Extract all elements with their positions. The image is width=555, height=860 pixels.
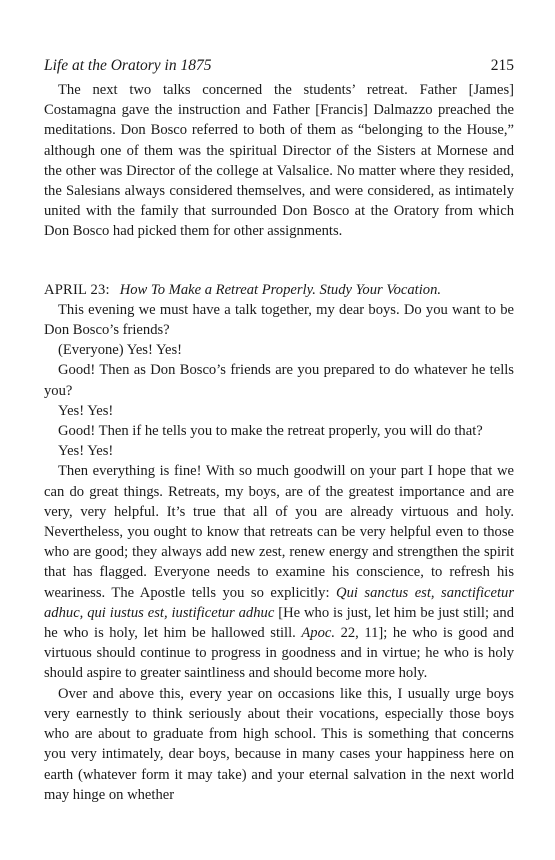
section-heading <box>44 280 514 300</box>
section-title: How To Make a Retreat Properly. Study Your Vocation. <box>119 281 442 298</box>
paragraph-7-text-b: [He who is just, let him be just still; and he who is holy, let him be hallowed still. <box>44 604 514 642</box>
paragraph-5: Good! Then if he tells you to make the retreat properly, you will do that? <box>58 423 483 440</box>
paragraph-1: This evening we must have a talk together, my dear boys. Do you want to be Don Bosco’s friends? <box>44 301 514 339</box>
paragraph-7-text-a: Then everything is fine! With so much goodwill on your part I hope that we can do great things. Retreats, my boys, are of the greatest importance and are very, very helpful. It’s true that all of you are already virtuous and holy. Nevertheless, you ought to know that retreats can be very helpful even to those who are good; they always add new zest, renew energy and strengthen the spirit that has flagged. Everyone needs to examine his conscience, to refresh his weariness. The Apostle tells you so explicitly: <box>44 463 514 601</box>
paragraph-3: Good! Then as Don Bosco’s friends are you prepared to do whatever he tells you? <box>44 362 514 399</box>
paragraph-6: Yes! Yes! <box>58 443 114 460</box>
paragraph-8: Over and above this, every year on occasions like this, I usually urge boys very earnestly to think seriously about their vocations, especially those boys who are about to graduate from high school. This is something that concerns you very intimately, dear boys, because in many cases your happiness here on earth (whatever form it may take) and your eternal salvation in the next world may hinge on whether <box>44 685 514 803</box>
paragraph-7-text-c: 22, 11]; he who is good and virtuous should continue to progress in goodness and in virtue; he who is holy should aspire to greater saintliness and should become more holy. <box>44 625 514 682</box>
running-title: Life at the Oratory in 1875 <box>44 57 212 74</box>
latin-quotation: Qui sanctus est, sanctificetur adhuc, qui iustus est, iustificetur adhuc <box>44 584 514 621</box>
paragraph-4: Yes! Yes! <box>58 402 114 419</box>
section-spacer <box>44 242 514 280</box>
section-date: APRIL 23: <box>44 281 110 298</box>
paragraph-2: (Everyone) Yes! Yes! <box>58 342 183 359</box>
intro-paragraph: The next two talks concerned the students’ retreat. Father [James] Costamagna gave the instruction and Father [Francis] Dalmazzo preached the meditations. Don Bosco referred to both of them as “belonging to the House,” although one of them was the spiritual Director of the Sisters at Mornese and the other was Director of the college at Valsalice. No matter where they resided, the Salesians always considered themselves, and were considered, as intimately united with the family that surrounded Don Bosco at the Oratory from which Don Bosco had picked them for other assignments. <box>44 82 514 240</box>
page-number: 215 <box>490 57 514 74</box>
paragraph-7 <box>44 461 514 683</box>
scripture-reference: Apoc. <box>301 625 336 642</box>
running-head <box>44 56 514 76</box>
book-page <box>44 56 514 805</box>
